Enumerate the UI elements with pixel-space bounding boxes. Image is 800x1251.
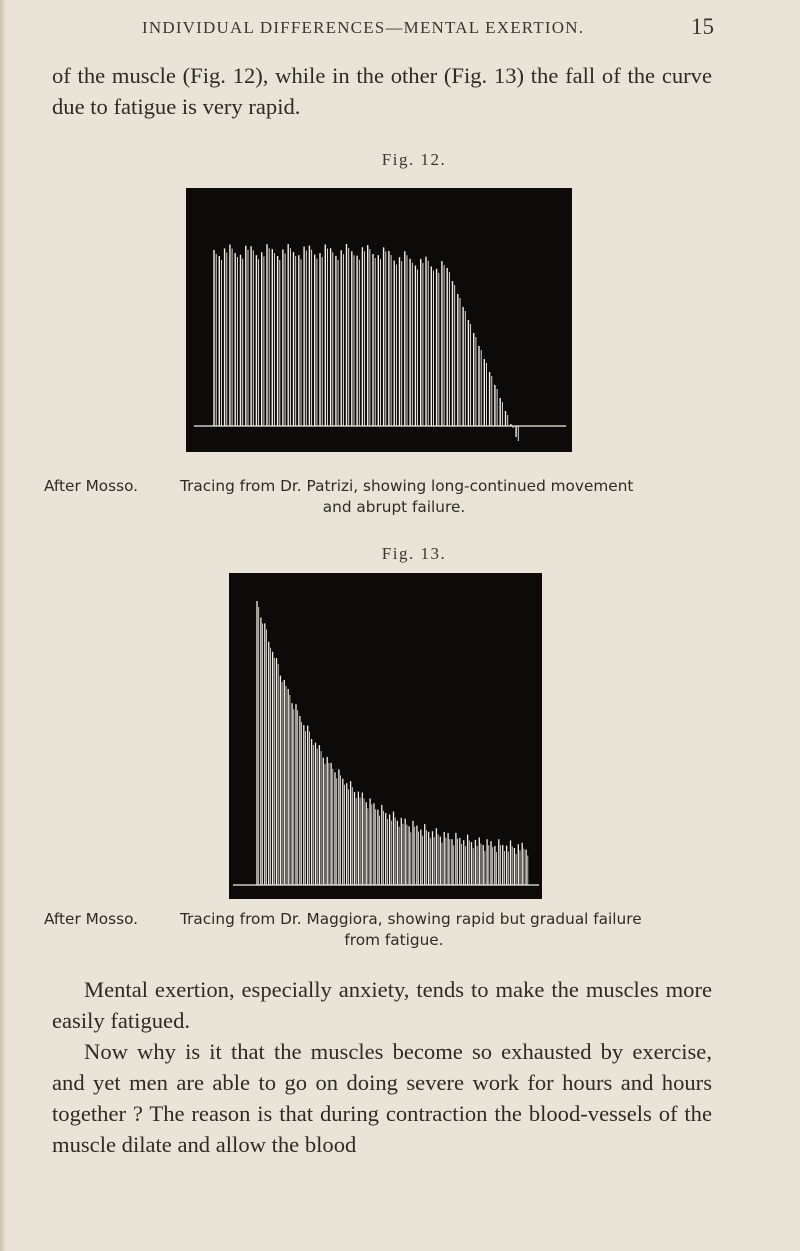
figure-13-caption-line2: from fatigue.: [344, 931, 444, 949]
figure-13-caption: [44, 909, 744, 951]
running-head: INDIVIDUAL DIFFERENCES—MENTAL EXERTION.: [142, 18, 585, 37]
body-paragraph-2: Now why is it that the muscles become so exhausted by exercise, and yet men are able to go on doing severe work for hours and hours together ? The reason is that during contraction the blood-vessels of the muscle dilate and allow the blood: [52, 1039, 712, 1157]
figure-12-caption-line2: and abrupt failure.: [322, 498, 466, 516]
figure-12-ergograph: [186, 188, 572, 452]
page-number: 15: [691, 14, 714, 39]
figure-12-caption-line1: Tracing from Dr. Patrizi, showing long-continued movement: [180, 477, 634, 495]
figure-13-tracing: [229, 573, 542, 899]
body-paragraph-1: Mental exertion, especially anxiety, tends to make the muscles more easily fatigued.: [52, 977, 712, 1033]
figure-12-caption: [44, 476, 744, 518]
figure-12-label: Fig. 12.: [381, 150, 447, 169]
figure-13-ergograph: [229, 573, 542, 899]
intro-paragraph: of the muscle (Fig. 12), while in the other (Fig. 13) the fall of the curve due to fatigue is very rapid.: [52, 63, 712, 119]
page-gutter-shadow: [0, 0, 6, 1251]
figure-13-label: Fig. 13.: [381, 544, 447, 563]
figure-12-credit: After Mosso.: [44, 477, 139, 495]
figure-12-tracing: [186, 188, 572, 452]
figure-13-caption-line1: Tracing from Dr. Maggiora, showing rapid but gradual failure: [180, 910, 642, 928]
figure-13-credit: After Mosso.: [44, 910, 139, 928]
